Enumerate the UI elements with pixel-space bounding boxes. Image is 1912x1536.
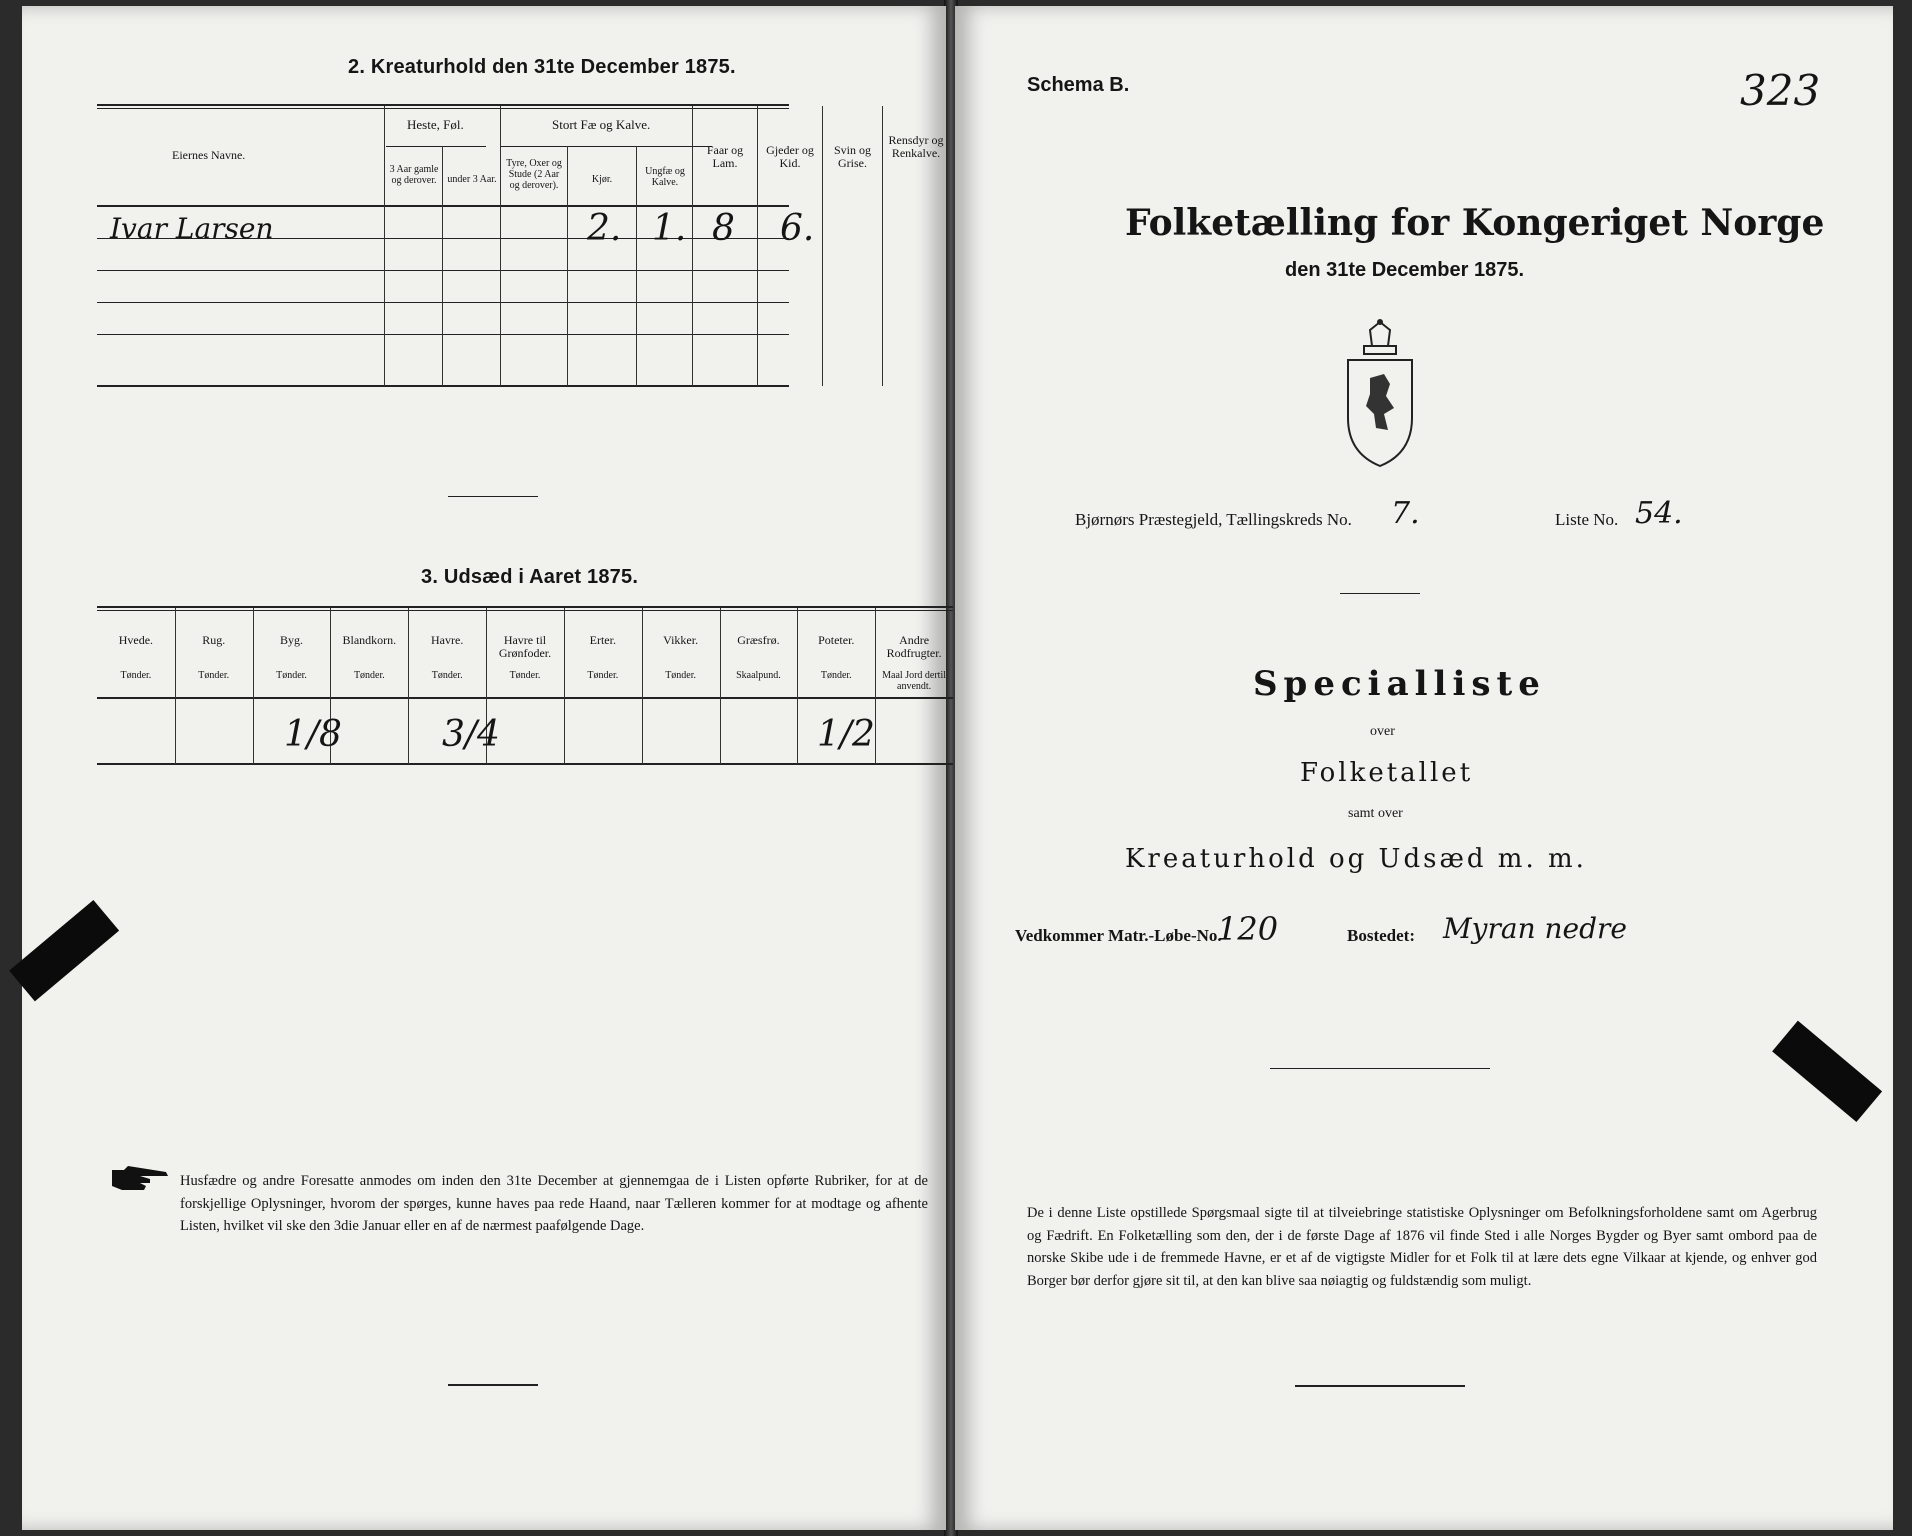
udsaed-col-label: Byg. <box>280 633 304 647</box>
udsaed-col-unit: Maal Jord dertil anvendt. <box>882 670 947 692</box>
bosted-value: Myran nedre <box>1443 912 1627 945</box>
value-faar: 8 <box>712 208 735 249</box>
udsaed-col-divider <box>797 608 798 764</box>
right-page <box>955 6 1893 1530</box>
kreds-number: 7. <box>1391 496 1420 531</box>
udsaed-col-divider <box>720 608 721 764</box>
udsaed-col-unit: Tønder. <box>509 670 541 681</box>
owner-name: Ivar Larsen <box>110 212 274 245</box>
udsaed-col-label: Græsfrø. <box>737 633 780 647</box>
udsaed-col-divider <box>253 608 254 764</box>
samt-over-label: samt over <box>1348 806 1403 821</box>
value-byg: 1/8 <box>284 714 342 755</box>
folketallet: Folketallet <box>1300 758 1474 788</box>
heste-group-header: Heste, Føl. <box>407 117 464 132</box>
kreaturhold-heading: Kreaturhold og Udsæd m. m. <box>1125 844 1587 874</box>
udsaed-col-label: Andre Rodfrugter. <box>886 633 942 660</box>
udsaed-col-unit: Tønder. <box>587 670 619 681</box>
notice-text: Husfædre og andre Foresatte anmodes om inden den 31te December at gjennemgaa de i Listen opførte Rubriker, for at de forskjellige Oplysninger, hvorom der spørges, kunne haves paa rede Haand, naar Tælleren kommer for at modtage og afhente Listen, hvilket vil ske den 3die Januar eller en af de nærmest paafølgende Dage. <box>180 1173 928 1234</box>
col-faar: Faar og Lam. <box>706 143 744 170</box>
col-rensdyr: Rensdyr og Renkalve. <box>888 133 944 160</box>
value-gjeder: 6. <box>780 208 815 249</box>
col-svin: Svin og Grise. <box>833 143 871 170</box>
udsaed-col-unit: Tønder. <box>820 670 852 681</box>
intro-paragraph: De i denne Liste opstillede Spørgsmaal sigte til at tilveiebringe statistiske Oplysninger om Befolkningsforholdene samt om Agerbrug og Fædrift. En Folketælling som den, der i de første Dage af 1876 vil finde Sted i alle Norges Bygder og Byer samt ombord paa de norske Skibe ude i de fremmede Havne, er et af de vigtigste Midler for et Folk til at lære dets egne Vilkaar at kjende, og enhver god Borger bør derfor gjøre sit til, at den kan blive saa nøiagtig og fuldstændig som muligt. <box>1027 1205 1817 1289</box>
col-kjor: Kjør. <box>591 174 613 185</box>
page-title: Folketælling for Kongeriget Norge <box>1125 202 1825 244</box>
value-kjor: 2. <box>587 208 622 249</box>
pointing-hand-icon <box>110 1164 172 1199</box>
over-label-1: over <box>1370 724 1395 739</box>
udsaed-col-label: Havre til Grønfoder. <box>498 633 552 660</box>
udsaed-col-divider <box>642 608 643 764</box>
value-havre: 3/4 <box>442 714 500 755</box>
udsaed-col-divider <box>408 608 409 764</box>
udsaed-col-unit: Tønder. <box>431 670 463 681</box>
udsaed-col-label: Rug. <box>202 633 226 647</box>
udsaed-col-unit: Tønder. <box>120 670 152 681</box>
udsaed-col-unit: Tønder. <box>353 670 385 681</box>
left-page <box>22 6 946 1530</box>
udsaed-col-label: Vikker. <box>663 633 699 647</box>
census-date: den 31te December 1875. <box>1285 259 1525 281</box>
page-number: 323 <box>1740 66 1821 115</box>
schema-label: Schema B. <box>1027 74 1130 96</box>
liste-number: 54. <box>1635 496 1683 531</box>
udsaed-col-divider <box>175 608 176 764</box>
matr-label: Vedkommer Matr.-Løbe-No. <box>1015 926 1222 945</box>
stort-fae-group-header: Stort Fæ og Kalve. <box>552 117 651 132</box>
col-ungfae: Ungfæ og Kalve. <box>645 166 685 188</box>
udsaed-col-label: Blandkorn. <box>342 633 397 647</box>
col-heste-over3: 3 Aar gamle og derover. <box>389 164 439 186</box>
value-poteter: 1/2 <box>817 714 875 755</box>
coat-of-arms-icon <box>1340 318 1420 473</box>
section3-title: 3. Udsæd i Aaret 1875. <box>421 566 639 588</box>
col-tyre: Tyre, Oxer og Stude (2 Aar og derover). <box>506 158 562 191</box>
value-ungfae: 1. <box>652 208 687 249</box>
udsaed-col-label: Erter. <box>589 633 616 647</box>
district-line: Bjørnørs Præstegjeld, Tællingskreds No. <box>1075 510 1352 529</box>
special-title: Specialliste <box>1253 664 1546 704</box>
udsaed-col-unit: Tønder. <box>276 670 307 681</box>
udsaed-col-unit: Tønder. <box>198 670 230 681</box>
col-heste-under3: under 3 Aar. <box>447 174 497 185</box>
marker-tab-left <box>9 900 119 1001</box>
bosted-label: Bostedet: <box>1347 926 1415 945</box>
udsaed-col-label: Hvede. <box>118 633 154 647</box>
marker-tab-right <box>1772 1021 1882 1122</box>
owner-header: Eiernes Navne. <box>172 148 246 162</box>
udsaed-col-label: Poteter. <box>818 633 855 647</box>
liste-label: Liste No. <box>1555 510 1619 529</box>
section2-title: 2. Kreaturhold den 31te December 1875. <box>348 56 736 78</box>
udsaed-col-unit: Skaalpund. <box>736 670 781 681</box>
udsaed-col-unit: Tønder. <box>665 670 697 681</box>
col-gjeder: Gjeder og Kid. <box>766 143 814 170</box>
udsaed-col-label: Havre. <box>431 633 464 647</box>
udsaed-col-divider <box>564 608 565 764</box>
matr-number: 120 <box>1217 910 1279 948</box>
